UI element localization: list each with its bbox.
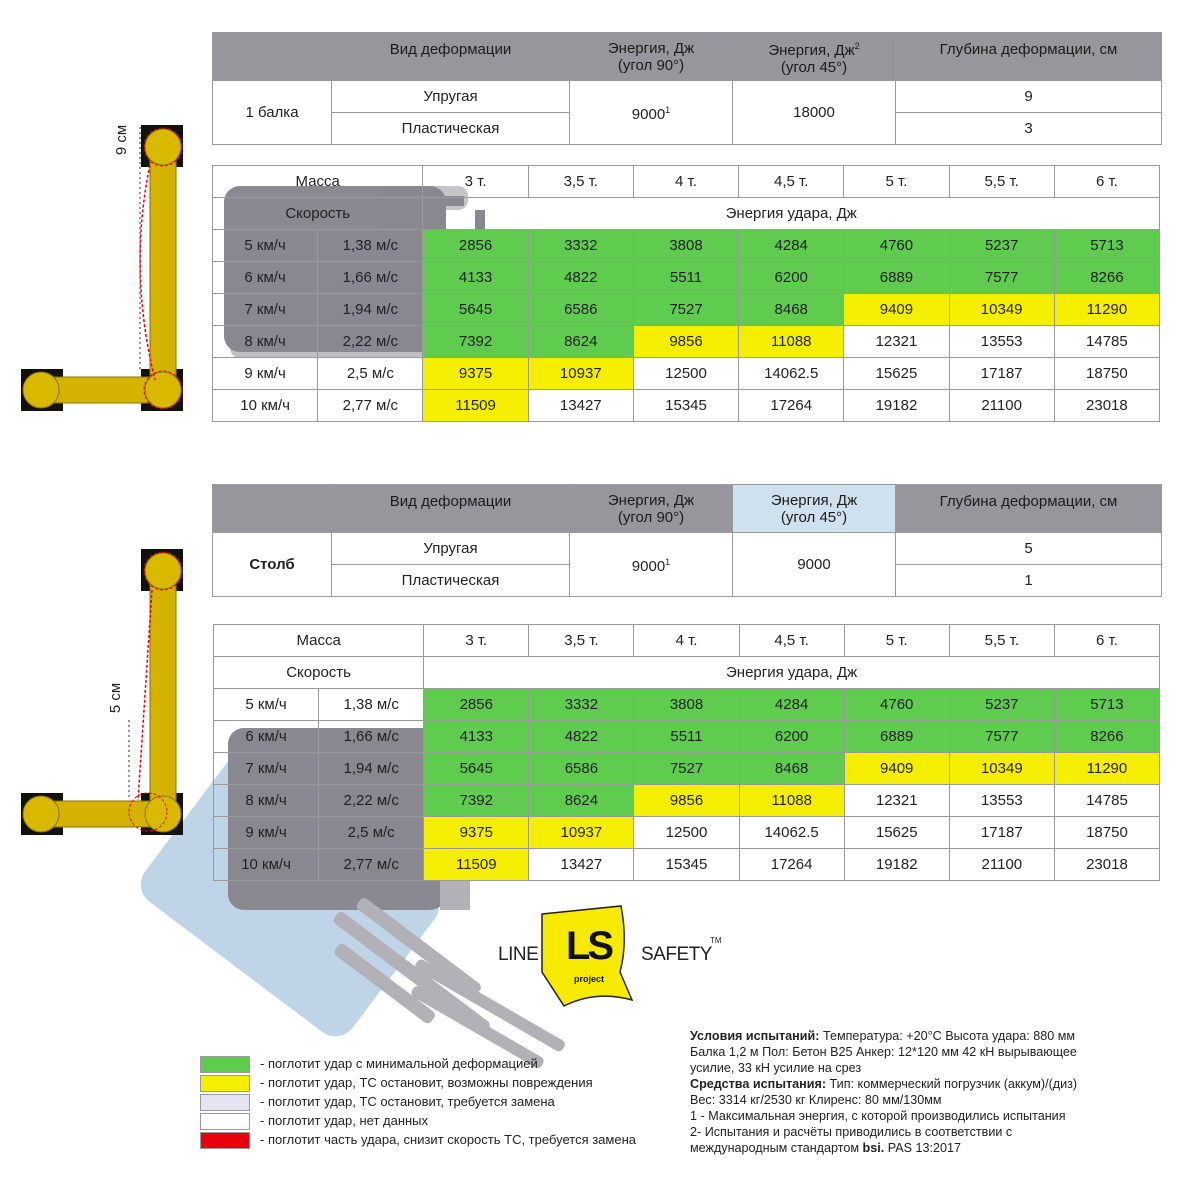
header-energy-90: Энергия, Дж (угол 90°) <box>570 33 733 81</box>
energy-cell: 7527 <box>633 294 738 326</box>
energy-cell: 4284 <box>739 689 844 721</box>
spec-table-top <box>212 32 1162 145</box>
header-energy-45: Энергия, $Дж^2$ (угол 45°) <box>733 33 896 81</box>
mass-header: 5 т. <box>844 625 949 657</box>
energy-cell: 9375 <box>423 358 528 390</box>
energy-cell: 6586 <box>529 753 634 785</box>
energy-45-value: 9000 <box>733 533 896 597</box>
energy-cell: 6889 <box>844 262 949 294</box>
legend-swatch <box>200 1056 250 1073</box>
deformation-dimension-top: 9 см <box>113 124 130 156</box>
energy-90-value: 9000$^1$ <box>570 81 733 145</box>
speed-kmh: 7 км/ч <box>213 294 318 326</box>
energy-cell: 6200 <box>739 721 844 753</box>
energy-cell: 11088 <box>739 326 844 358</box>
depth-plastic: 3 <box>896 113 1162 145</box>
speed-kmh: 10 км/ч <box>214 849 319 881</box>
energy-cell: 8468 <box>739 753 844 785</box>
speed-ms: 2,77 м/с <box>319 849 424 881</box>
spec-table-bottom <box>212 484 1162 597</box>
logo-project-text: project <box>574 974 605 984</box>
energy-cell: 5713 <box>1054 689 1159 721</box>
energy-45-value: 18000 <box>733 81 896 145</box>
energy-cell: 6889 <box>844 721 949 753</box>
mass-header: 3 т. <box>423 166 528 198</box>
speed-ms: 2,77 м/с <box>318 390 423 422</box>
speed-ms: 2,22 м/с <box>319 785 424 817</box>
energy-cell: 5511 <box>634 721 739 753</box>
legend-swatch <box>200 1113 250 1130</box>
mass-label: Масса <box>214 625 424 657</box>
energy-cell: 8624 <box>529 785 634 817</box>
energy-cell: 8624 <box>528 326 633 358</box>
impact-table-top <box>212 165 1160 422</box>
energy-cell: 17264 <box>739 390 844 422</box>
impact-table-bottom <box>213 624 1160 881</box>
energy-cell: 5645 <box>424 753 529 785</box>
energy-cell: 18750 <box>1054 817 1159 849</box>
conditions-title: Условия испытаний: <box>690 1029 820 1043</box>
mass-header: 6 т. <box>1054 625 1159 657</box>
energy-cell: 13427 <box>528 390 633 422</box>
legend-text: - поглотит удар, ТС остановит, возможны повреждения <box>260 1075 593 1090</box>
mass-header: 4,5 т. <box>739 166 844 198</box>
energy-cell: 9856 <box>634 785 739 817</box>
energy-cell: 2856 <box>423 230 528 262</box>
energy-cell: 23018 <box>1054 849 1159 881</box>
mass-header: 5,5 т. <box>949 625 1054 657</box>
speed-kmh: 7 км/ч <box>214 753 319 785</box>
energy-cell: 8266 <box>1054 721 1159 753</box>
mass-header: 6 т. <box>1054 166 1159 198</box>
header-deformation-type: Вид деформации <box>332 485 570 533</box>
barrier-name: 1 балка <box>213 81 332 145</box>
energy-cell: 14785 <box>1054 326 1159 358</box>
energy-cell: 6200 <box>739 262 844 294</box>
mass-header: 3,5 т. <box>528 166 633 198</box>
speed-kmh: 5 км/ч <box>213 230 318 262</box>
legend-swatch <box>200 1075 250 1092</box>
energy-cell: 7392 <box>424 785 529 817</box>
energy-cell: 12321 <box>844 785 949 817</box>
barrier-top <box>21 125 183 411</box>
energy-cell: 4822 <box>528 262 633 294</box>
speed-ms: 1,66 м/с <box>319 721 424 753</box>
energy-cell: 3808 <box>634 689 739 721</box>
speed-ms: 2,5 м/с <box>319 817 424 849</box>
mass-header: 4,5 т. <box>739 625 844 657</box>
speed-label: Скорость <box>214 657 424 689</box>
equipment-title: Средства испытания: <box>690 1077 827 1091</box>
energy-cell: 11509 <box>424 849 529 881</box>
energy-cell: 5645 <box>423 294 528 326</box>
deformation-plastic: Пластическая <box>332 565 570 597</box>
depth-elastic: 9 <box>896 81 1162 113</box>
legend-text: - поглотит удар с минимальной деформацией <box>260 1056 538 1071</box>
legend-swatch <box>200 1132 250 1149</box>
speed-ms: 2,5 м/с <box>318 358 423 390</box>
energy-cell: 5713 <box>1054 230 1159 262</box>
energy-cell: 5237 <box>949 689 1054 721</box>
energy-cell: 12500 <box>634 817 739 849</box>
energy-cell: 15625 <box>844 358 949 390</box>
energy-cell: 8468 <box>739 294 844 326</box>
speed-kmh: 9 км/ч <box>214 817 319 849</box>
energy-cell: 15345 <box>634 849 739 881</box>
speed-ms: 1,94 м/с <box>318 294 423 326</box>
logo-safety-text: SAFETY <box>641 944 712 965</box>
energy-label: Энергия удара, Дж <box>423 198 1160 230</box>
energy-cell: 11290 <box>1054 753 1159 785</box>
header-depth: Глубина деформации, см <box>896 485 1162 533</box>
speed-ms: 2,22 м/с <box>318 326 423 358</box>
energy-cell: 14062.5 <box>739 358 844 390</box>
energy-cell: 10349 <box>949 294 1054 326</box>
depth-plastic: 1 <box>896 565 1162 597</box>
deformation-dimension-bottom: 5 см <box>107 682 124 714</box>
mass-header: 5,5 т. <box>949 166 1054 198</box>
mass-label: Масса <box>213 166 423 198</box>
speed-label: Скорость <box>213 198 423 230</box>
energy-cell: 21100 <box>949 849 1054 881</box>
speed-kmh: 8 км/ч <box>213 326 318 358</box>
energy-cell: 19182 <box>844 849 949 881</box>
speed-kmh: 9 км/ч <box>213 358 318 390</box>
energy-cell: 7392 <box>423 326 528 358</box>
legend-swatch <box>200 1094 250 1111</box>
energy-cell: 14785 <box>1054 785 1159 817</box>
energy-cell: 13427 <box>529 849 634 881</box>
energy-cell: 3332 <box>528 230 633 262</box>
energy-cell: 9409 <box>844 753 949 785</box>
energy-cell: 15345 <box>633 390 738 422</box>
energy-cell: 10937 <box>529 817 634 849</box>
logo-ls-mark: LS <box>566 924 612 968</box>
mass-header: 4 т. <box>633 166 738 198</box>
energy-cell: 2856 <box>424 689 529 721</box>
barrier-diagram <box>0 0 210 1200</box>
speed-ms: 1,66 м/с <box>318 262 423 294</box>
energy-cell: 6586 <box>528 294 633 326</box>
bsi-logo: bsi. <box>862 1141 885 1155</box>
speed-kmh: 8 км/ч <box>214 785 319 817</box>
speed-kmh: 6 км/ч <box>213 262 318 294</box>
energy-cell: 7527 <box>634 753 739 785</box>
energy-cell: 18750 <box>1054 358 1159 390</box>
deformation-plastic: Пластическая <box>332 113 570 145</box>
speed-ms: 1,38 м/с <box>319 689 424 721</box>
header-deformation-type: Вид деформации <box>332 33 570 81</box>
header-energy-45: Энергия, Дж (угол 45°) <box>733 485 896 533</box>
mass-header: 3,5 т. <box>529 625 634 657</box>
logo-line-text: LINE <box>498 944 539 965</box>
energy-cell: 5511 <box>633 262 738 294</box>
energy-cell: 5237 <box>949 230 1054 262</box>
line-safety-logo <box>498 902 728 1012</box>
speed-kmh: 6 км/ч <box>214 721 319 753</box>
speed-kmh: 10 км/ч <box>213 390 318 422</box>
barrier-name: Столб <box>213 533 332 597</box>
energy-cell: 13553 <box>949 785 1054 817</box>
deformation-elastic: Упругая <box>332 81 570 113</box>
energy-cell: 17187 <box>949 358 1054 390</box>
test-conditions: Условия испытаний: Температура: +20°С Высота удара: 880 мм Балка 1,2 м Пол: Бетон В25 Анкер: 12*120 мм 42 кН вырывающее усилие, 33 кН усилие на срез Средства испытания: Тип: коммерческий погрузчик (аккум)/(диз) Вес: 3314 кг/2530 кг Клиренс: 80 мм/130мм 1 - Максимальная энергия, с которой производились испытания 2- Испытания и расчёты приводились в соответствии с международным стандартом bsi. PAS 13:2017 <box>690 1029 1078 1155</box>
barrier-bottom <box>21 549 183 835</box>
speed-ms: 1,38 м/с <box>318 230 423 262</box>
energy-cell: 7577 <box>949 262 1054 294</box>
energy-cell: 8266 <box>1054 262 1159 294</box>
energy-cell: 11290 <box>1054 294 1159 326</box>
logo-tm: TM <box>710 936 722 945</box>
energy-cell: 12321 <box>844 326 949 358</box>
energy-cell: 12500 <box>633 358 738 390</box>
legend-text: - поглотит удар, ТС остановит, требуется замена <box>260 1094 555 1109</box>
energy-cell: 9856 <box>633 326 738 358</box>
speed-ms: 1,94 м/с <box>319 753 424 785</box>
energy-cell: 17264 <box>739 849 844 881</box>
energy-cell: 4133 <box>424 721 529 753</box>
energy-cell: 7577 <box>949 721 1054 753</box>
energy-cell: 4133 <box>423 262 528 294</box>
energy-cell: 21100 <box>949 390 1054 422</box>
energy-cell: 17187 <box>949 817 1054 849</box>
header-energy-90: Энергия, Дж (угол 90°) <box>570 485 733 533</box>
energy-cell: 4822 <box>529 721 634 753</box>
header-depth: Глубина деформации, см <box>896 33 1162 81</box>
energy-cell: 9375 <box>424 817 529 849</box>
energy-cell: 13553 <box>949 326 1054 358</box>
deformation-elastic: Упругая <box>332 533 570 565</box>
legend-text: - поглотит часть удара, снизит скорость ТС, требуется замена <box>260 1132 636 1147</box>
depth-elastic: 5 <box>896 533 1162 565</box>
energy-cell: 23018 <box>1054 390 1159 422</box>
energy-cell: 10349 <box>949 753 1054 785</box>
energy-90-value: 9000$^1$ <box>570 533 733 597</box>
legend-text: - поглотит удар, нет данных <box>260 1113 429 1128</box>
energy-cell: 10937 <box>528 358 633 390</box>
energy-cell: 9409 <box>844 294 949 326</box>
energy-cell: 3808 <box>633 230 738 262</box>
energy-cell: 11088 <box>739 785 844 817</box>
mass-header: 3 т. <box>424 625 529 657</box>
legend <box>200 1056 680 1156</box>
energy-cell: 4760 <box>844 689 949 721</box>
energy-cell: 14062.5 <box>739 817 844 849</box>
energy-cell: 15625 <box>844 817 949 849</box>
speed-kmh: 5 км/ч <box>214 689 319 721</box>
energy-cell: 19182 <box>844 390 949 422</box>
energy-cell: 4760 <box>844 230 949 262</box>
energy-cell: 3332 <box>529 689 634 721</box>
energy-cell: 11509 <box>423 390 528 422</box>
energy-cell: 4284 <box>739 230 844 262</box>
energy-label: Энергия удара, Дж <box>424 657 1160 689</box>
mass-header: 5 т. <box>844 166 949 198</box>
mass-header: 4 т. <box>634 625 739 657</box>
